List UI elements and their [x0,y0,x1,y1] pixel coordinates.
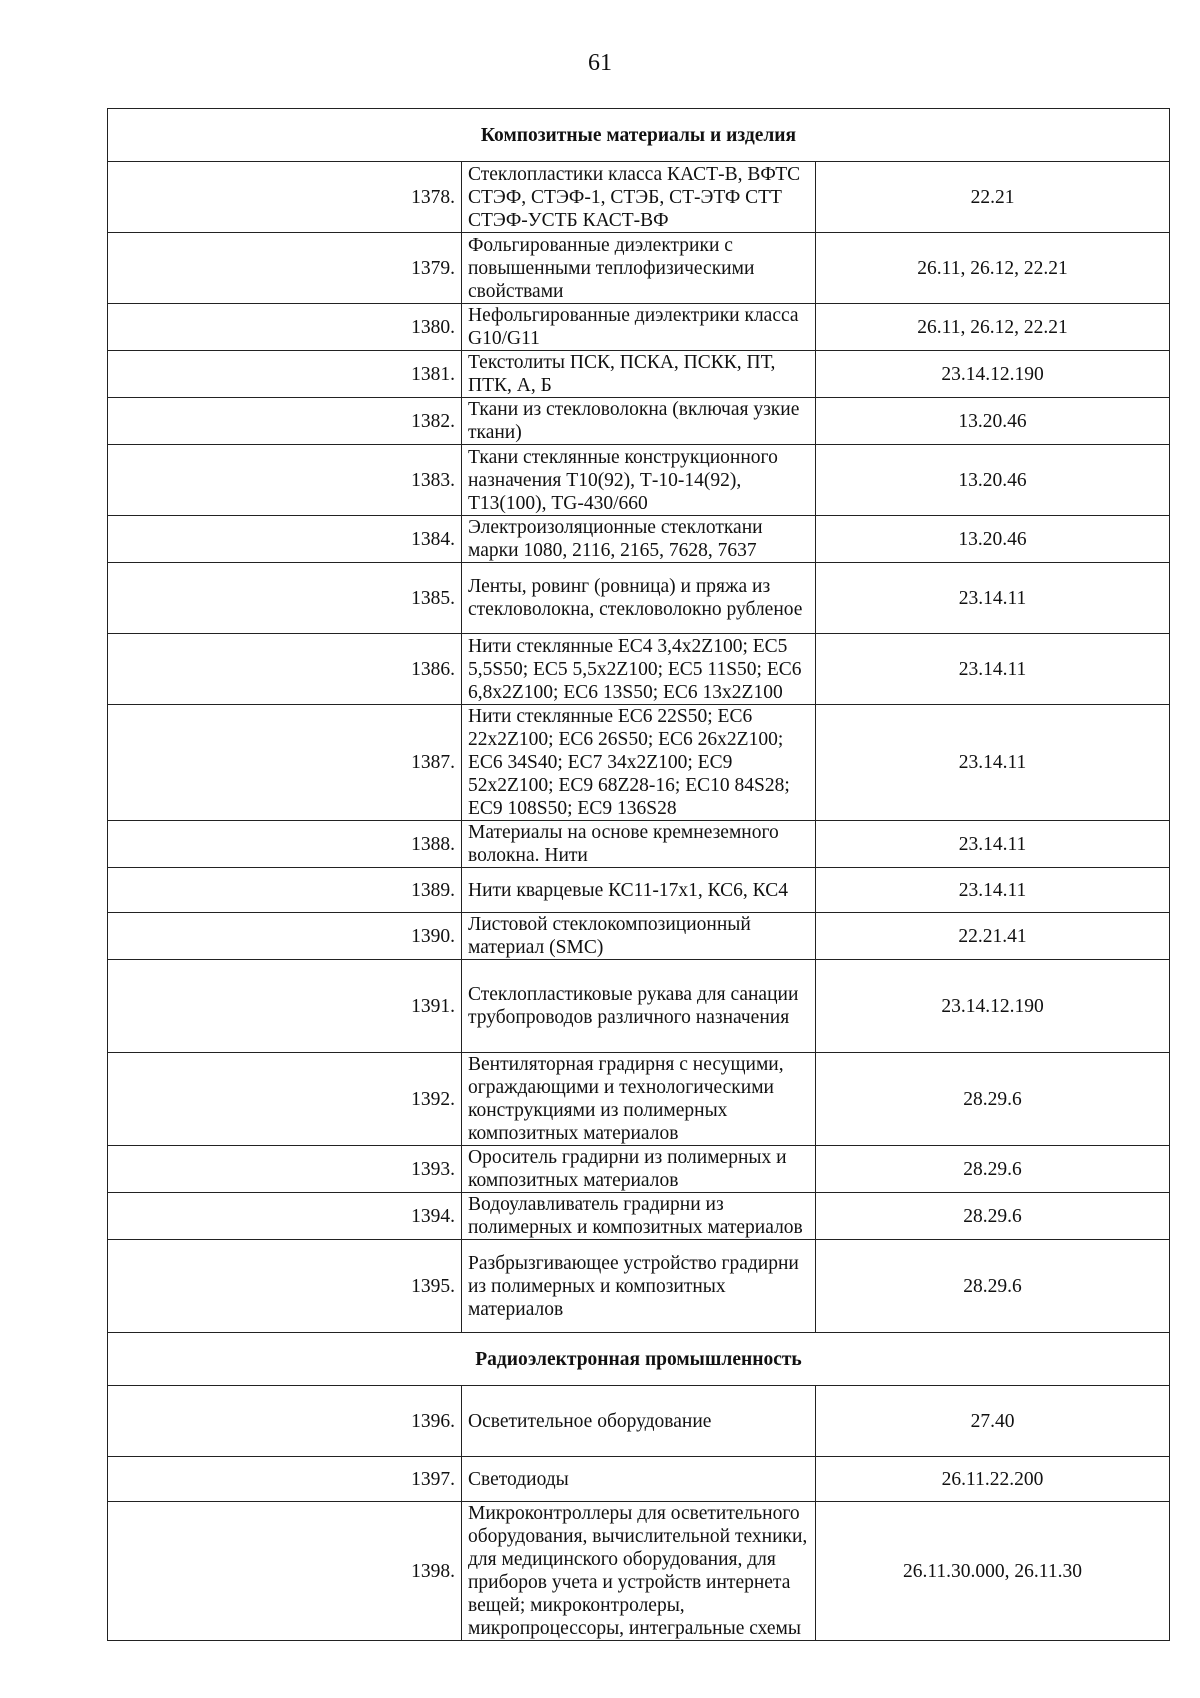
item-name: Нити кварцевые КС11-17x1, КС6, КС4 [462,868,816,913]
item-name: Вентиляторная градирня с несущими, ограждающими и технологическими конструкциями из полимерных композитных материалов [462,1053,816,1146]
table-row [108,563,1170,634]
row-number: 1398. [108,1502,462,1641]
okpd-code: 27.40 [816,1386,1170,1457]
table-row [108,233,1170,304]
table-row [108,445,1170,516]
table-row [108,868,1170,913]
row-number: 1382. [108,398,462,445]
item-name: Материалы на основе кремнеземного волокна. Нити [462,821,816,868]
row-number: 1394. [108,1193,462,1240]
row-number: 1395. [108,1240,462,1333]
okpd-code: 23.14.11 [816,634,1170,705]
item-name: Разбрызгивающее устройство градирни из полимерных и композитных материалов [462,1240,816,1333]
item-name: Осветительное оборудование [462,1386,816,1457]
row-number: 1388. [108,821,462,868]
table-row [108,1193,1170,1240]
row-number: 1378. [108,162,462,233]
table-row [108,516,1170,563]
okpd-code: 13.20.46 [816,398,1170,445]
table-row [108,821,1170,868]
row-number: 1396. [108,1386,462,1457]
okpd-code: 26.11, 26.12, 22.21 [816,304,1170,351]
item-name: Стеклопластики класса КАСТ-В, ВФТС СТЭФ, СТЭФ-1, СТЭБ, СТ-ЭТФ СТТ СТЭФ-УСТБ КАСТ-ВФ [462,162,816,233]
okpd-code: 28.29.6 [816,1146,1170,1193]
item-name: Светодиоды [462,1457,816,1502]
item-name: Ленты, ровинг (ровница) и пряжа из стекловолокна, стекловолокно рубленое [462,563,816,634]
page-number: 61 [588,50,612,76]
item-name: Водоулавливатель градирни из полимерных и композитных материалов [462,1193,816,1240]
item-name: Ткани из стекловолокна (включая узкие ткани) [462,398,816,445]
row-number: 1386. [108,634,462,705]
table-row [108,913,1170,960]
okpd-code: 28.29.6 [816,1193,1170,1240]
section-header-row [108,1333,1170,1386]
row-number: 1385. [108,563,462,634]
item-name: Нефольгированные диэлектрики класса G10/G11 [462,304,816,351]
table-row [108,162,1170,233]
table-row [108,1146,1170,1193]
okpd-code: 13.20.46 [816,516,1170,563]
table-row [108,1240,1170,1333]
item-name: Листовой стеклокомпозиционный материал (SMC) [462,913,816,960]
item-name: Ороситель градирни из полимерных и композитных материалов [462,1146,816,1193]
table-row [108,705,1170,821]
row-number: 1379. [108,233,462,304]
row-number: 1397. [108,1457,462,1502]
item-name: Нити стеклянные ЕС4 3,4x2Z100; ЕС5 5,5S50; ЕС5 5,5x2Z100; ЕС5 11S50; ЕС6 6,8x2Z100; ЕС6 13S50; ЕС6 13x2Z100 [462,634,816,705]
row-number: 1393. [108,1146,462,1193]
okpd-code: 23.14.12.190 [816,960,1170,1053]
table-row [108,634,1170,705]
okpd-code: 13.20.46 [816,445,1170,516]
okpd-code: 22.21 [816,162,1170,233]
row-number: 1390. [108,913,462,960]
row-number: 1383. [108,445,462,516]
row-number: 1387. [108,705,462,821]
item-name: Микроконтроллеры для осветительного оборудования, вычислительной техники, для медицинского оборудования, для приборов учета и устройств интернета вещей; микроконтролеры, микропроцессоры, интегральные схемы [462,1502,816,1641]
okpd-code: 23.14.11 [816,821,1170,868]
okpd-code: 26.11.30.000, 26.11.30 [816,1502,1170,1641]
row-number: 1380. [108,304,462,351]
okpd-code: 22.21.41 [816,913,1170,960]
okpd-code: 23.14.11 [816,705,1170,821]
table-row [108,304,1170,351]
item-name: Электроизоляционные стеклоткани марки 1080, 2116, 2165, 7628, 7637 [462,516,816,563]
section-title: Радиоэлектронная промышленность [108,1333,1170,1386]
table-row [108,351,1170,398]
row-number: 1381. [108,351,462,398]
okpd-code: 23.14.12.190 [816,351,1170,398]
okpd-code: 26.11.22.200 [816,1457,1170,1502]
section-header-row [108,109,1170,162]
classification-table [107,108,1170,1641]
row-number: 1392. [108,1053,462,1146]
table-row [108,1502,1170,1641]
row-number: 1389. [108,868,462,913]
section-title: Композитные материалы и изделия [108,109,1170,162]
okpd-code: 28.29.6 [816,1240,1170,1333]
table-row [108,1386,1170,1457]
table-row [108,1457,1170,1502]
item-name: Ткани стеклянные конструкционного назначения Т10(92), Т-10-14(92), Т13(100), TG-430/660 [462,445,816,516]
table-row [108,1053,1170,1146]
item-name: Фольгированные диэлектрики с повышенными теплофизическими свойствами [462,233,816,304]
item-name: Стеклопластиковые рукава для санации трубопроводов различного назначения [462,960,816,1053]
table-row [108,960,1170,1053]
row-number: 1384. [108,516,462,563]
okpd-code: 23.14.11 [816,868,1170,913]
item-name: Текстолиты ПСК, ПСКА, ПСКК, ПТ, ПТК, А, Б [462,351,816,398]
okpd-code: 28.29.6 [816,1053,1170,1146]
item-name: Нити стеклянные ЕС6 22S50; ЕС6 22x2Z100; ЕС6 26S50; ЕС6 26x2Z100; ЕС6 34S40; ЕС7 34x2Z100; ЕС9 52x2Z100; ЕС9 68Z28-16; ЕС10 84S28; ЕС9 108S50; ЕС9 136S28 [462,705,816,821]
table-row [108,398,1170,445]
row-number: 1391. [108,960,462,1053]
okpd-code: 23.14.11 [816,563,1170,634]
okpd-code: 26.11, 26.12, 22.21 [816,233,1170,304]
